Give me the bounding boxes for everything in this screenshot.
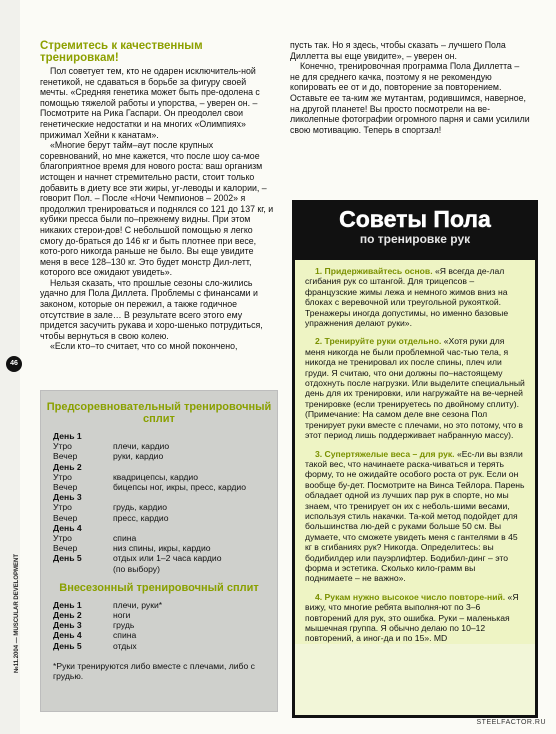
schedule-day: Вечер (53, 451, 78, 462)
tips-title: Советы Пола (339, 206, 491, 232)
schedule-workout: плечи, кардио (113, 441, 170, 452)
tip-text: «Я всегда де-лал сгибания рук со штангой. Для трицепсов – французские жимы лежа и немного жимов вниз на блоках с веревочной или треугольной рукояткой. Тренажеры иногда допустимы, но именно базовые упражнения делают руки». (305, 266, 509, 329)
schedule-row (53, 553, 277, 563)
schedule-day: День 2 (53, 610, 82, 621)
schedule-row (53, 451, 277, 461)
page-number: 46 (6, 356, 22, 372)
tip-text: «Я вижу, что многие ребята выполня-ют по 3–6 повторений для рук, это ошибка. Руки – маленькая мышечная группа. Я обычно делаю по 10–12 повторений, а иног-да и по 15». MD (305, 591, 519, 644)
section-heading: Стремитесь к качественным тренировкам! (40, 40, 203, 64)
tip-text: «Ес-ли вы взяли такой вес, что начинаете раска-чиваться и терять форму, то не ожидайте особого роста от рук. Если он вообще бу-дет. Посмотрите на Винса Тейлора. Парень обладает одной из лучших пар рук в спорте, но мы знаем, что тренирует он их с неболь-шими весами, используя стиль накачки. Та-кой метод подойдет для большинства лю-дей с руками больше 50 см. Вы думаете, что сможете увидеть меня с гантелями в 45 кг в сгибаниях рук? Никогда. Определитесь: вы бодибилдер или пауэрлифтер. Бодибил-динг – это форма и эстетика. Сколько кило-грамм вы поднимаете – не важно». (305, 448, 525, 584)
schedule-day: Утро (53, 533, 72, 544)
tips-subtitle: по тренировке рук (359, 232, 471, 246)
schedule-day (53, 564, 113, 574)
schedule-row (53, 610, 277, 620)
schedule-workout: отдых (113, 640, 137, 651)
tip-title: 3. Супертяжелые веса – для рук. (315, 448, 455, 459)
tips-header (295, 203, 535, 260)
schedule-workout: грудь, кардио (113, 502, 168, 513)
schedule-day: День 1 (53, 431, 82, 441)
schedule-row (53, 533, 277, 543)
schedule-day: День 2 (53, 461, 82, 472)
tip-title: 1. Придерживайтесь основ. (315, 266, 433, 276)
schedule-workout (113, 492, 277, 502)
page-sidebar (0, 0, 20, 734)
schedule-day: День 5 (53, 553, 82, 564)
schedule-row (53, 482, 277, 492)
schedule-workout: руки, кардио (113, 451, 164, 462)
schedule-day: День 4 (53, 522, 82, 533)
schedule-row (53, 630, 277, 640)
article-paragraph: «Если кто–то считает, что со мной покончено, (50, 341, 238, 352)
schedule-row (53, 641, 277, 651)
schedule-workout: грудь (113, 620, 135, 631)
tip-item (305, 592, 525, 644)
precontest-schedule (53, 431, 277, 574)
schedule-workout: отдых или 1–2 часа кардио (113, 553, 222, 564)
tip-item (305, 336, 525, 440)
schedule-row (53, 441, 277, 451)
tip-title: 2. Тренируйте руки отдельно. (315, 336, 442, 347)
schedule-day: Вечер (53, 482, 78, 493)
tip-item (305, 449, 525, 584)
issue-label: №11.2004 — MUSCULAR DEVELOPMENT (14, 553, 20, 673)
article-paragraph: «Многие берут тайм–аут после крупных соревнований, но мне кажется, что после шоу са-мое благоприятное время для нового роста: ваш организм истощен и начнет стремительно расти, стоит только добавить в диету все эти жиры, уг-леводы и калории, – говорит Пол. – После «Ночи Чемпионов – 2002» я продолжил тренироваться и поднялся со 121 до 137 кг, и кубики пресса были по–прежнему видны. При этом никаких стерои-дов! С небольшой помощью я легко смогу до-браться до 146 кг и быть плотнее при весе, кото-рого никогда раньше не было. Вы еще увидите меня в весе 128–130 кг. Это будет монстр Дил-летт, которого все ожидают увидеть». (40, 140, 274, 278)
schedule-day: День 3 (53, 492, 82, 503)
schedule-footnote: *Руки тренируются либо вместе с плечами, либо с грудью. (53, 660, 255, 682)
schedule-workout (113, 523, 277, 533)
schedule-workout: пресс, кардио (113, 512, 169, 523)
tips-list (295, 260, 535, 644)
training-split-box (40, 390, 278, 712)
site-url: STEELFACTOR.RU (476, 719, 546, 726)
schedule-row (53, 543, 277, 553)
schedule-workout: квадрицепсы, кардио (113, 471, 199, 482)
schedule-workout: бицепсы ног, икры, пресс, кардио (113, 482, 247, 493)
offseason-split-title: Внесезонный тренировочный сплит (59, 581, 259, 594)
schedule-day: Вечер (53, 543, 78, 554)
schedule-workout: спина (113, 533, 137, 544)
schedule-row (53, 462, 277, 472)
schedule-workout (113, 431, 277, 441)
article-paragraph: пусть так. Но я здесь, чтобы сказать – лучшего Пола Диллетта вы еще увидите», – уверен он. (290, 40, 506, 61)
schedule-row (53, 492, 277, 502)
tip-title: 4. Рукам нужно высокое число повторе-ний. (315, 591, 506, 602)
schedule-workout: низ спины, икры, кардио (113, 543, 211, 554)
schedule-row (53, 472, 277, 482)
schedule-day: Утро (53, 441, 72, 452)
precontest-split-title: Предсоревновательный тренировочный сплит (46, 401, 272, 425)
offseason-schedule (53, 600, 277, 651)
schedule-day: День 4 (53, 630, 82, 641)
schedule-row (53, 502, 277, 512)
article-paragraph: Конечно, тренировочная программа Пола Диллетта – не для среднего качка, поэтому я не рекомендую копировать ее от и до, повторение за повторением. Оставьте ее та-ким же мутантам, родившимся, наверное, на другой планете! Вы просто посмотрели на ве-ликолепные фотографии огромного парня и сами усилили свою мотивацию. Теперь в спортзал! (290, 61, 530, 135)
article-paragraph: Пол советует тем, кто не одарен исключитель-ной генетикой, не сдаваться в борьбе за фигуру своей мечты. «Средняя генетика может быть пре-одолена с помощью тяжелой работы и упорства, – уверен он. – Посмотрите на Рика Гаспари. Он преодолел свои генетические недостатки и на многих «Олимпиях» прижимал Хейни к канатам». (40, 66, 260, 140)
article-paragraph: Нельзя сказать, что прошлые сезоны сло-жились удачно для Пола Диллета. Проблемы с финансами и законом, которые он пережил, а также годичное отсутствие в зале… В результате всего этого ему придется засучить рукава и хоро-шенько потрудиться, чтобы вернуться в свою колею. (40, 277, 263, 341)
arm-training-tips-box (292, 200, 538, 718)
schedule-row (53, 523, 277, 533)
schedule-day: Утро (53, 502, 72, 513)
schedule-day: День 5 (53, 640, 82, 651)
left-column (40, 40, 275, 352)
schedule-day: Вечер (53, 512, 78, 523)
schedule-workout: плечи, руки* (113, 599, 163, 610)
schedule-workout: ноги (113, 610, 131, 621)
schedule-workout (113, 462, 277, 472)
schedule-row (53, 431, 277, 441)
schedule-row (53, 513, 277, 523)
schedule-day: Утро (53, 471, 72, 482)
tip-item (305, 266, 525, 328)
schedule-day: День 1 (53, 599, 82, 610)
schedule-day: День 3 (53, 620, 82, 631)
right-column (290, 40, 530, 135)
schedule-row (53, 620, 277, 630)
schedule-row (53, 600, 277, 610)
schedule-workout: (по выбору) (113, 563, 160, 574)
schedule-workout: спина (113, 630, 137, 641)
schedule-row (53, 564, 277, 574)
tip-text: «Хотя руки для меня никогда не были проблемной час-тью тела, я никогда не тренировал их после спины, плеч или груди. Я считаю, что они должны по–настоящему отдохнуть после нагрузки. Или выделите специальный день для их тренировки, или нагружайте на ве-черней тренировке (если тренируетесь по двойному сплиту). (Примечание: На самом деле вне сезона Пол тренирует руки вместе с плечами, но это потому, что в этот период лишь поддерживает набранную массу). (305, 336, 525, 441)
